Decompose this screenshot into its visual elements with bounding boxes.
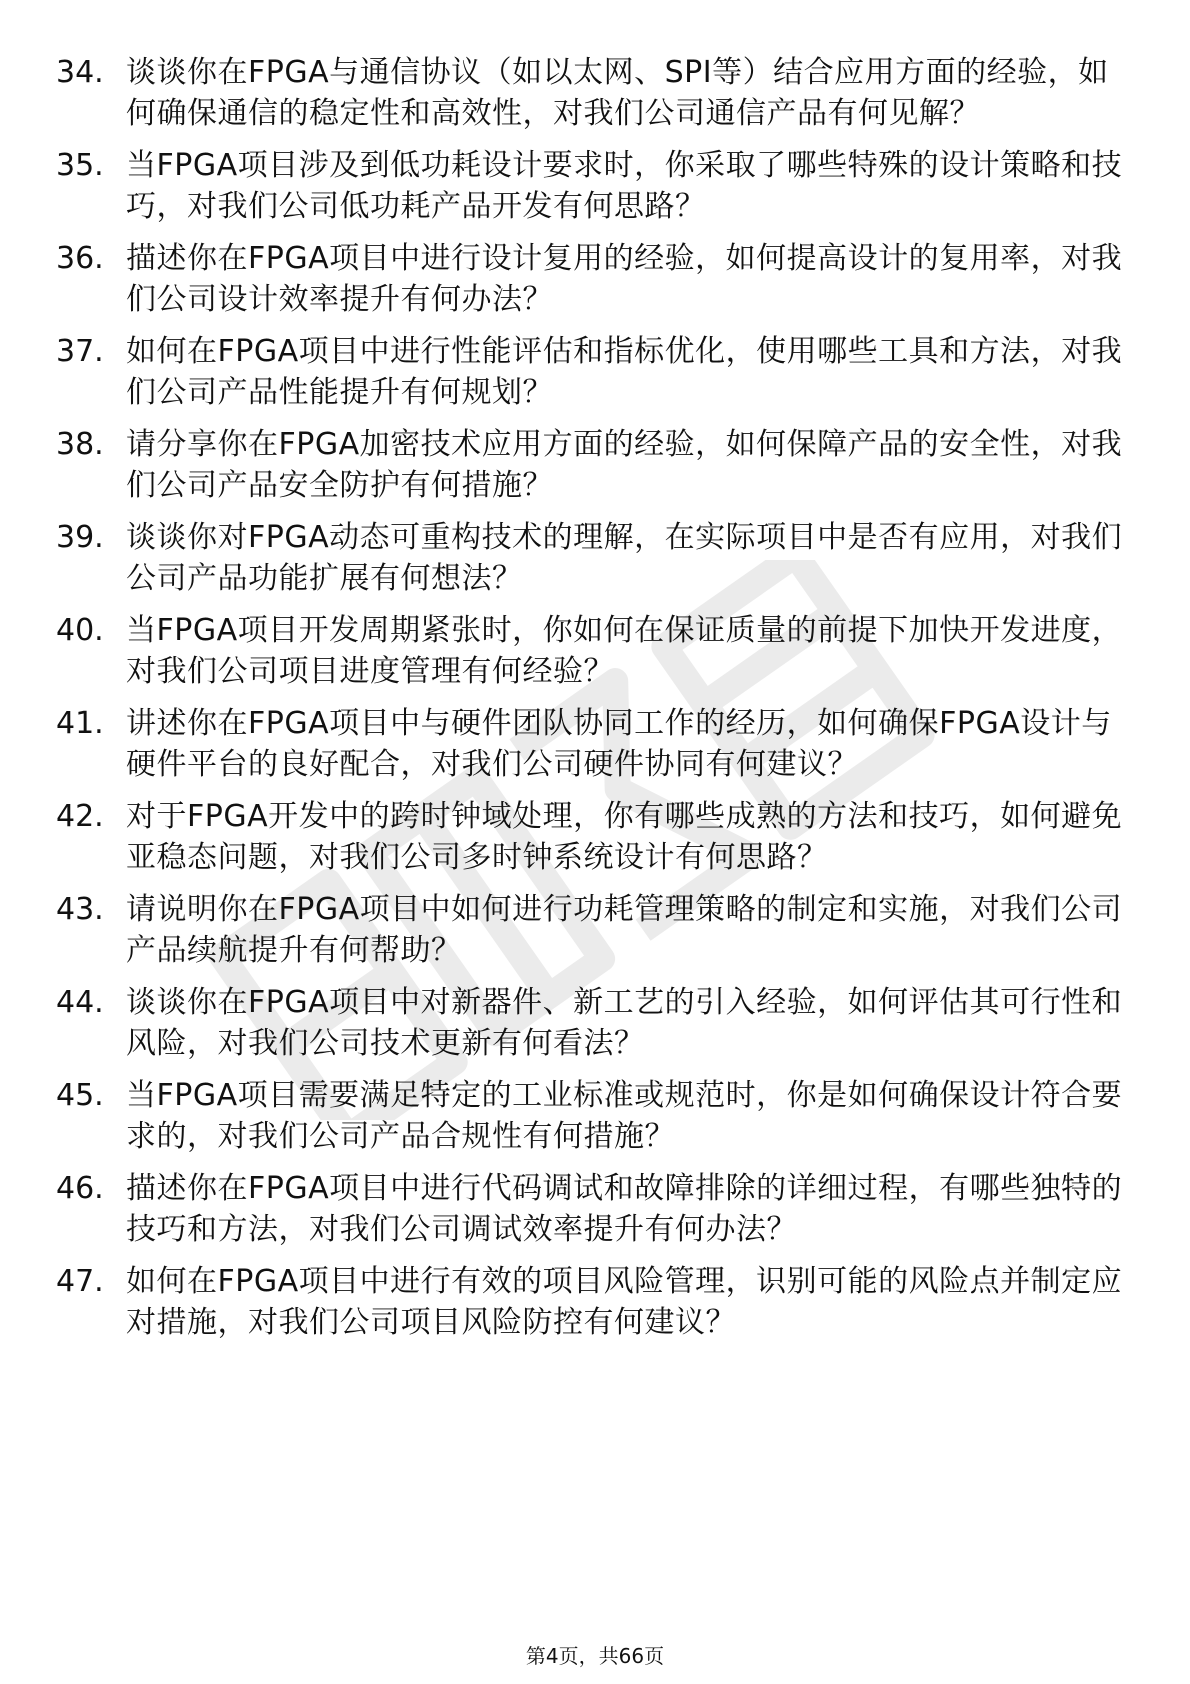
question-text: 谈谈你对FPGA动态可重构技术的理解，在实际项目中是否有应用，对我们公司产品功能扩展有何想法？ — [126, 520, 1123, 596]
question-number: 35. — [56, 148, 104, 183]
page-footer: 第4页，共66页 — [525, 1644, 665, 1668]
question-text: 请说明你在FPGA项目中如何进行功耗管理策略的制定和实施，对我们公司产品续航提升有何帮助？ — [126, 892, 1123, 968]
question-text: 谈谈你在FPGA项目中对新器件、新工艺的引入经验，如何评估其可行性和风险，对我们公司技术更新有何看法？ — [126, 985, 1123, 1061]
list-item — [56, 331, 1136, 413]
list-item — [56, 610, 1136, 692]
question-number: 44. — [56, 985, 104, 1020]
question-text: 描述你在FPGA项目中进行设计复用的经验，如何提高设计的复用率，对我们公司设计效率提升有何办法？ — [126, 241, 1123, 317]
question-text: 如何在FPGA项目中进行性能评估和指标优化，使用哪些工具和方法，对我们公司产品性能提升有何规划？ — [126, 334, 1123, 410]
list-item — [56, 703, 1136, 785]
question-text: 请分享你在FPGA加密技术应用方面的经验，如何保障产品的安全性，对我们公司产品安全防护有何措施？ — [126, 427, 1123, 503]
list-item — [56, 1261, 1136, 1343]
list-item — [56, 1168, 1136, 1250]
question-list — [56, 52, 1136, 1354]
list-item — [56, 52, 1136, 134]
question-number: 37. — [56, 334, 104, 369]
question-text: 当FPGA项目需要满足特定的工业标准或规范时，你是如何确保设计符合要求的，对我们公司产品合规性有何措施？ — [126, 1078, 1123, 1154]
question-text: 当FPGA项目涉及到低功耗设计要求时，你采取了哪些特殊的设计策略和技巧，对我们公司低功耗产品开发有何思路？ — [126, 148, 1123, 224]
list-item — [56, 517, 1136, 599]
question-number: 41. — [56, 706, 104, 741]
question-text: 如何在FPGA项目中进行有效的项目风险管理，识别可能的风险点并制定应对措施，对我们公司项目风险防控有何建议？ — [126, 1264, 1123, 1340]
list-item — [56, 982, 1136, 1064]
question-number: 38. — [56, 427, 104, 462]
question-text: 谈谈你在FPGA与通信协议（如以太网、SPI等）结合应用方面的经验，如何确保通信的稳定性和高效性，对我们公司通信产品有何见解？ — [126, 55, 1109, 131]
question-number: 42. — [56, 799, 104, 834]
question-text: 讲述你在FPGA项目中与硬件团队协同工作的经历，如何确保FPGA设计与硬件平台的良好配合，对我们公司硬件协同有何建议？ — [126, 706, 1112, 782]
question-number: 36. — [56, 241, 104, 276]
question-number: 43. — [56, 892, 104, 927]
list-item — [56, 145, 1136, 227]
list-item — [56, 424, 1136, 506]
list-item — [56, 796, 1136, 878]
question-text: 对于FPGA开发中的跨时钟域处理，你有哪些成熟的方法和技巧，如何避免亚稳态问题，对我们公司多时钟系统设计有何思路？ — [126, 799, 1123, 875]
question-number: 34. — [56, 55, 104, 90]
list-item — [56, 889, 1136, 971]
question-number: 46. — [56, 1171, 104, 1206]
question-number: 47. — [56, 1264, 104, 1299]
question-number: 45. — [56, 1078, 104, 1113]
list-item — [56, 1075, 1136, 1157]
question-text: 当FPGA项目开发周期紧张时，你如何在保证质量的前提下加快开发进度，对我们公司项目进度管理有何经验？ — [126, 613, 1123, 689]
question-number: 40. — [56, 613, 104, 648]
question-number: 39. — [56, 520, 104, 555]
list-item — [56, 238, 1136, 320]
question-text: 描述你在FPGA项目中进行代码调试和故障排除的详细过程，有哪些独特的技巧和方法，对我们公司调试效率提升有何办法？ — [126, 1171, 1123, 1247]
